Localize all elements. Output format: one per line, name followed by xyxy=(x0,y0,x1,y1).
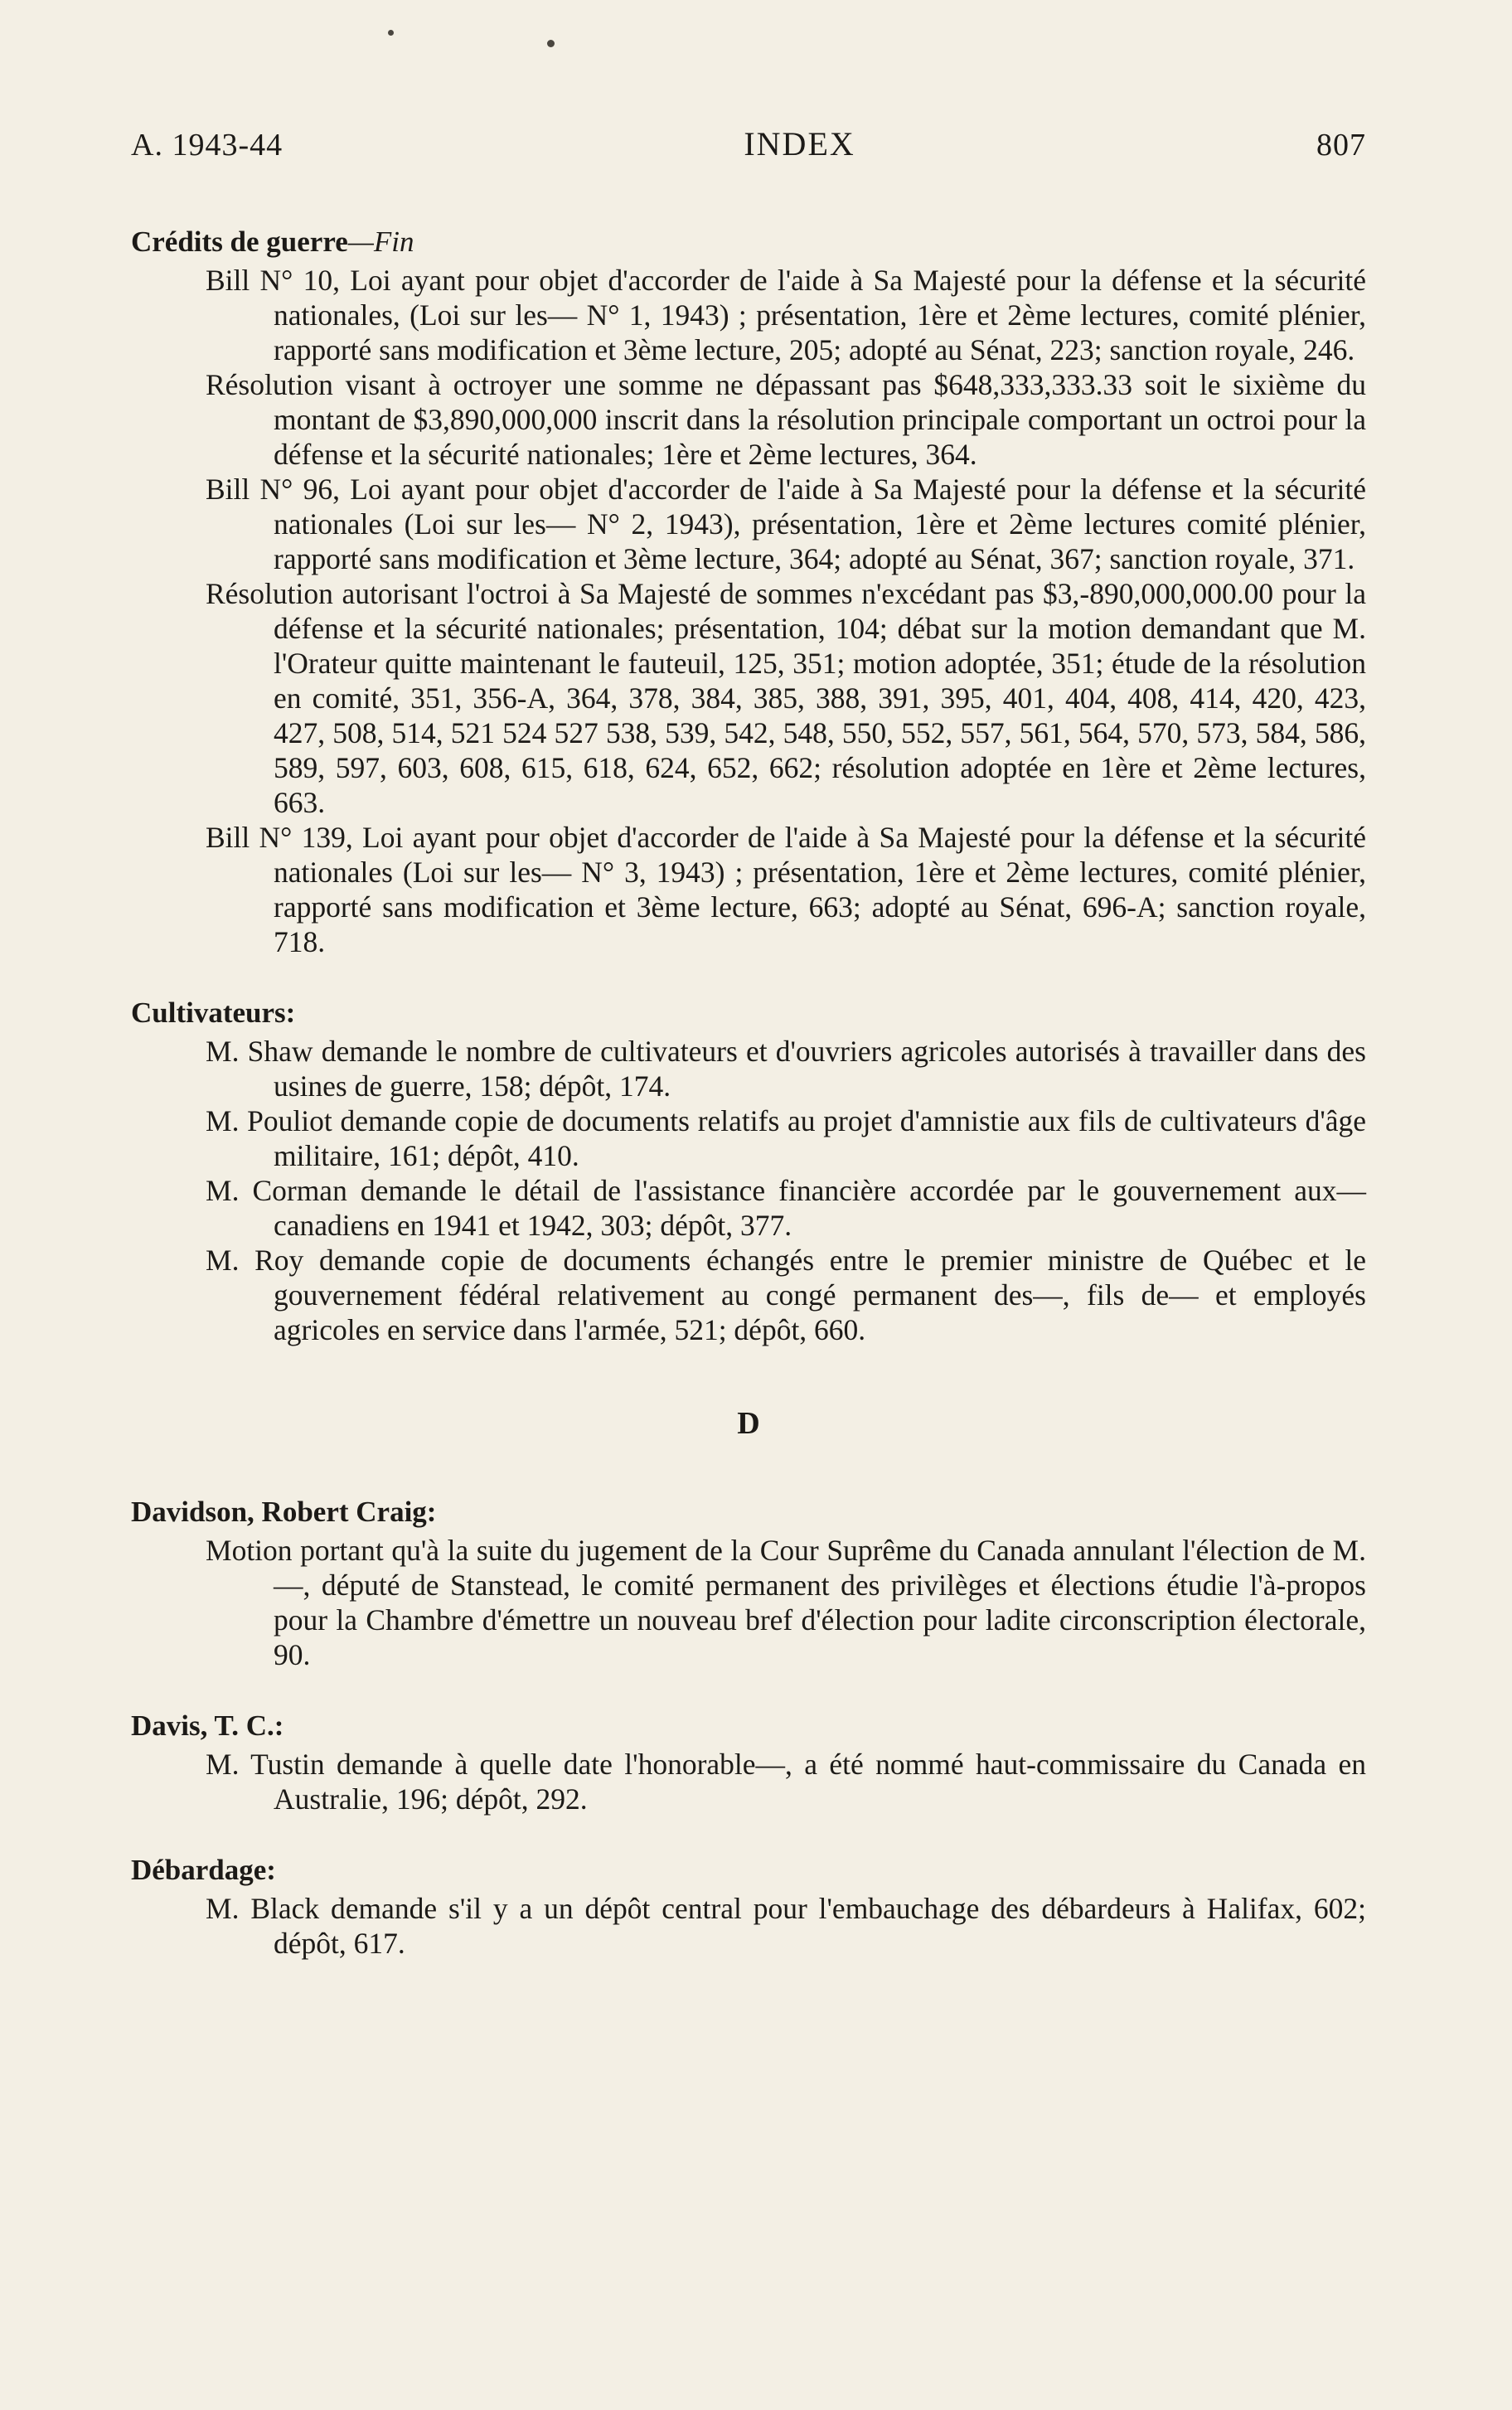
index-section xyxy=(131,225,1366,959)
ink-speck xyxy=(547,40,555,47)
index-entry: Bill N° 139, Loi ayant pour objet d'accorder de l'aide à Sa Majesté pour la défense et la sécurité nationales (Loi sur les— N° 3, 1943) ; présentation, 1ère et 2ème lectures, comité plénier, rapporté sans modification et 3ème lecture, 663; adopté au Sénat, 696-A; sanction royale, 718. xyxy=(206,821,1366,958)
page-number: 807 xyxy=(1316,128,1366,162)
page-title: INDEX xyxy=(744,125,855,162)
index-entry: Résolution visant à octroyer une somme ne dépassant pas $648,333,333.33 soit le sixième du montant de $3,890,000,000 inscrit dans la résolution principale comportant un octroi pour la défense et la sécurité nationales; 1ère et 2ème lectures, 364. xyxy=(206,368,1366,471)
heading-suffix: —Fin xyxy=(347,225,414,258)
index-entry: M. Pouliot demande copie de documents relatifs au projet d'amnistie aux fils de cultivateurs d'âge militaire, 161; dépôt, 410. xyxy=(206,1104,1366,1172)
index-entry: M. Black demande s'il y a un dépôt central pour l'embauchage des débardeurs à Halifax, 602; dépôt, 617. xyxy=(206,1892,1366,1960)
running-head xyxy=(131,124,1366,163)
section-heading: Débardage: xyxy=(131,1854,276,1886)
section-heading: Crédits de guerre—Fin xyxy=(131,225,414,258)
index-entry: Bill N° 10, Loi ayant pour objet d'accorder de l'aide à Sa Majesté pour la défense et la sécurité nationales, (Loi sur les— N° 1, 1943) ; présentation, 1ère et 2ème lectures, comité plénier, rapporté sans modification et 3ème lecture, 205; adopté au Sénat, 223; sanction royale, 246. xyxy=(206,264,1366,366)
index-section xyxy=(131,1853,1366,1961)
volume-year: A. 1943-44 xyxy=(131,128,284,162)
ink-speck xyxy=(388,30,394,36)
index-section xyxy=(131,1709,1366,1816)
index-entry: Motion portant qu'à la suite du jugement de la Cour Suprême du Canada annulant l'élection de M.—, député de Stanstead, le comité permanent des privilèges et élections étudie l'à-propos pour la Chambre d'émettre un nouveau bref d'élection pour ladite circonscription électorale, 90. xyxy=(206,1534,1366,1671)
index-entry: M. Roy demande copie de documents échangés entre le premier ministre de Québec et le gouvernement fédéral relativement au congé permanent des—, fils de— et employés agricoles en service dans l'armée, 521; dépôt, 660. xyxy=(206,1244,1366,1346)
section-heading: Davidson, Robert Craig: xyxy=(131,1496,437,1528)
index-section xyxy=(131,996,1366,1347)
index-entry: M. Corman demande le détail de l'assistance financière accordée par le gouvernement aux— canadiens en 1941 et 1942, 303; dépôt, 377. xyxy=(206,1174,1366,1242)
section-heading: Davis, T. C.: xyxy=(131,1709,284,1742)
index-entry: Résolution autorisant l'octroi à Sa Majesté de sommes n'excédant pas $3,-890,000,000.00 pour la défense et la sécurité nationales; présentation, 104; débat sur la motion demandant que M. l'Orateur quitte maintenant le fauteuil, 125, 351; motion adoptée, 351; étude de la résolution en comité, 351, 356-A, 364, 378, 384, 385, 388, 391, 395, 401, 404, 408, 414, 420, 423, 427, 508, 514, 521 524 527 538, 539, 542, 548, 550, 552, 557, 561, 564, 570, 573, 584, 586, 589, 597, 603, 608, 615, 618, 624, 652, 662; résolution adoptée en 1ère et 2ème lectures, 663. xyxy=(206,577,1366,819)
index-page xyxy=(131,124,1366,1997)
index-entry: Bill N° 96, Loi ayant pour objet d'accorder de l'aide à Sa Majesté pour la défense et la sécurité nationales (Loi sur les— N° 2, 1943), présentation, 1ère et 2ème lectures comité plénier, rapporté sans modification et 3ème lecture, 364; adopté au Sénat, 367; sanction royale, 371. xyxy=(206,473,1366,575)
index-entry: M. Shaw demande le nombre de cultivateurs et d'ouvriers agricoles autorisés à travailler dans des usines de guerre, 158; dépôt, 174. xyxy=(206,1035,1366,1103)
letter-divider: D xyxy=(737,1406,760,1441)
index-entry: M. Tustin demande à quelle date l'honorable—, a été nommé haut-commissaire du Canada en Australie, 196; dépôt, 292. xyxy=(206,1748,1366,1816)
section-heading: Cultivateurs: xyxy=(131,996,296,1029)
index-section xyxy=(131,1495,1366,1672)
